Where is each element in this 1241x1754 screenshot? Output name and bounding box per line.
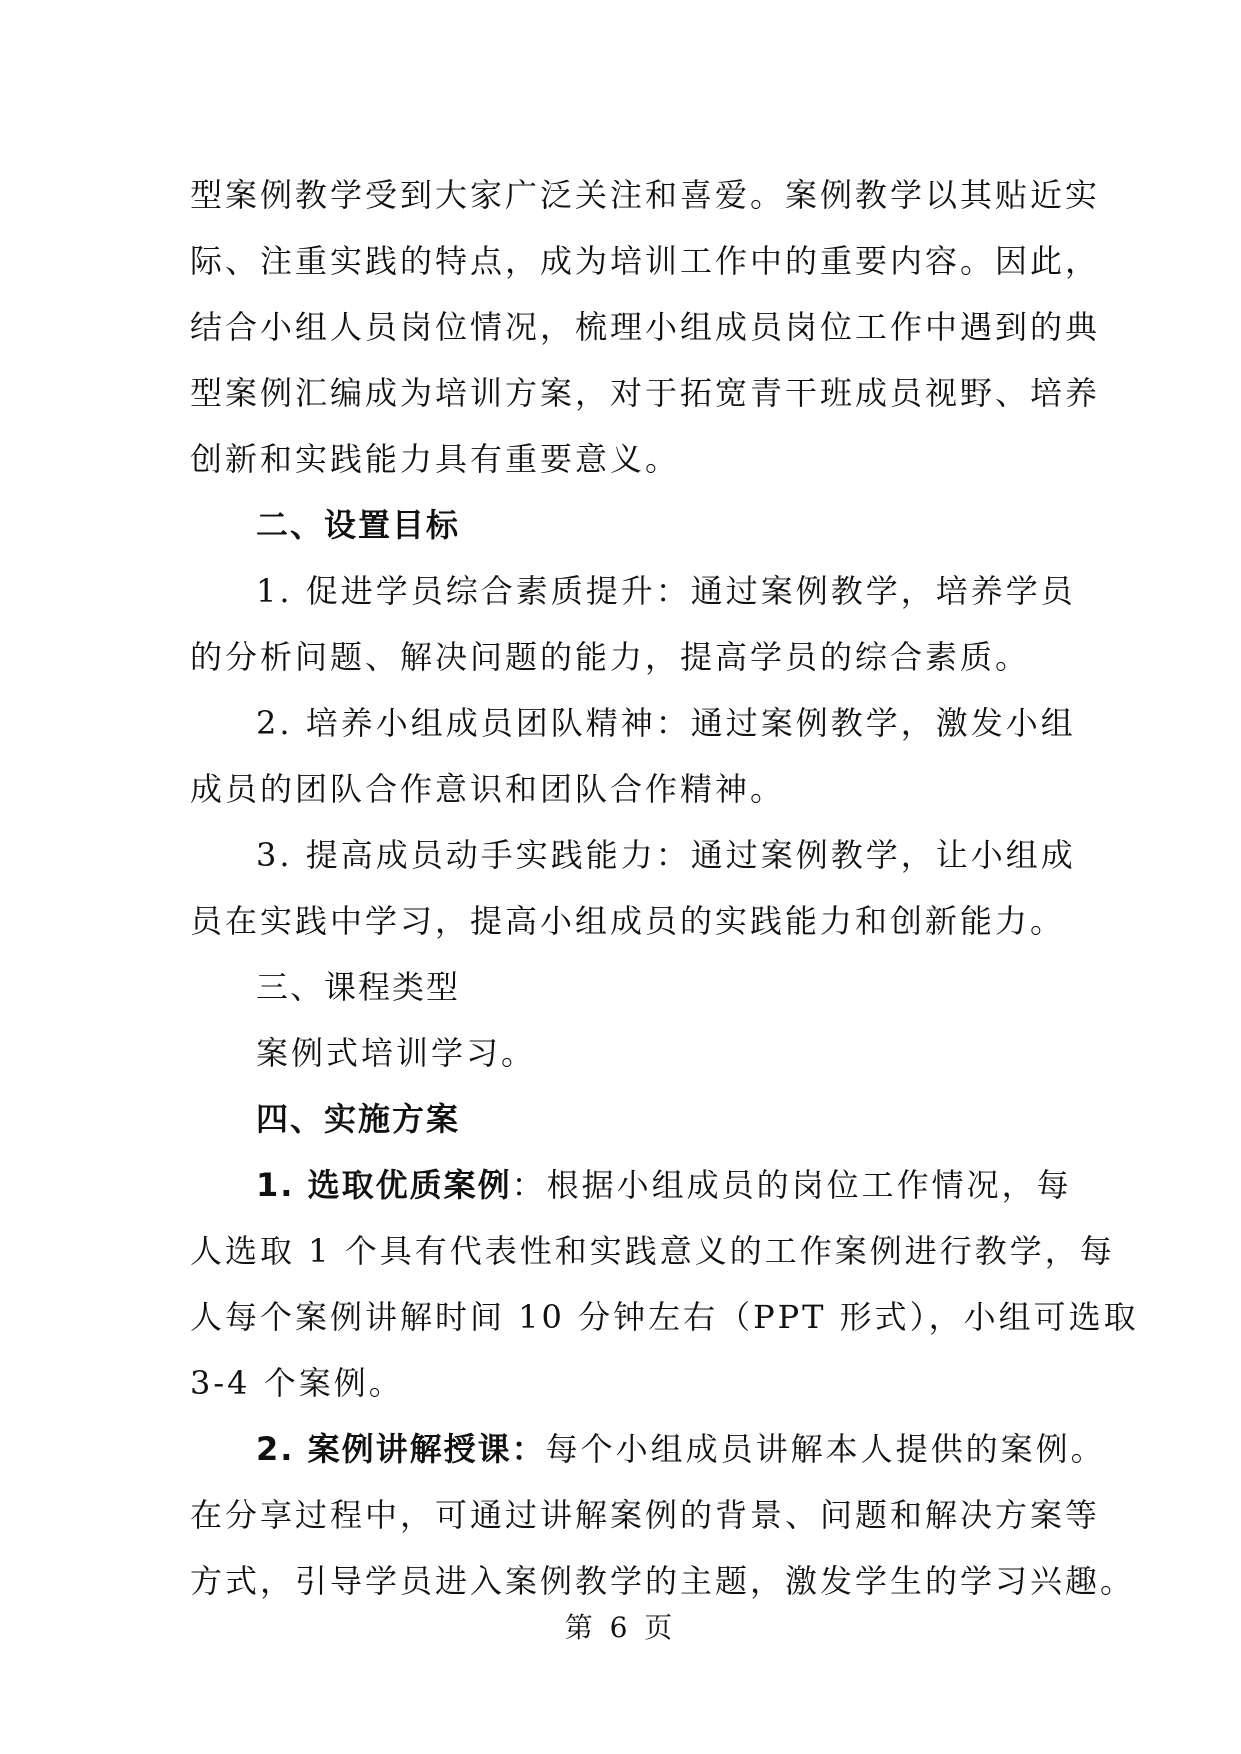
paragraph-line: 的分析问题、解决问题的能力，提高学员的综合素质。	[190, 638, 1031, 676]
paragraph-line	[190, 1152, 1072, 1218]
goal-item-3	[190, 822, 1076, 954]
paragraph-line: 在分享过程中，可通过讲解案例的背景、问题和解决方案等	[190, 1496, 1101, 1534]
plan-item-text: 每个小组成员讲解本人提供的案例。	[545, 1430, 1106, 1468]
paragraph-line: 2. 培养小组成员团队精神：通过案例教学，激发小组	[256, 704, 1076, 742]
paragraph-line: 1. 促进学员综合素质提升：通过案例教学，培养学员	[256, 572, 1076, 610]
plan-item-lead: 1. 选取优质案例	[256, 1166, 512, 1204]
plan-item-text: ：根据小组成员的岗位工作情况，每	[511, 1166, 1072, 1204]
section-heading-course-type: 三、课程类型	[256, 968, 461, 1006]
paragraph-line	[190, 1416, 1106, 1482]
goal-item-2	[190, 690, 1076, 822]
paragraph-line: 人选取 1 个具有代表性和实践意义的工作案例进行教学，每	[190, 1232, 1115, 1270]
paragraph-line: 型案例教学受到大家广泛关注和喜爱。案例教学以其贴近实	[190, 176, 1101, 214]
paragraph-line: 3. 提高成员动手实践能力：通过案例教学，让小组成	[256, 836, 1076, 874]
paragraph-line: 结合小组人员岗位情况，梳理小组成员岗位工作中遇到的典	[190, 308, 1101, 346]
course-type-body: 案例式培训学习。	[256, 1034, 537, 1072]
goal-item-1	[190, 558, 1076, 690]
paragraph-line: 成员的团队合作意识和团队合作精神。	[190, 770, 786, 808]
page-number: 第 6 页	[564, 1611, 677, 1644]
plan-item-2	[190, 1416, 1136, 1614]
paragraph-line: 3-4 个案例。	[190, 1364, 404, 1402]
paragraph-line: 方式，引导学员进入案例教学的主题，激发学生的学习兴趣。	[190, 1562, 1136, 1600]
document-body	[190, 162, 1139, 1614]
paragraph-line: 际、注重实践的特点，成为培训工作中的重要内容。因此，	[190, 242, 1101, 280]
paragraph-line: 人每个案例讲解时间 10 分钟左右（PPT 形式），小组可选取	[190, 1298, 1139, 1336]
paragraph-line: 创新和实践能力具有重要意义。	[190, 440, 681, 478]
section-heading-goals: 二、设置目标	[256, 506, 461, 544]
paragraph-line: 员在实践中学习，提高小组成员的实践能力和创新能力。	[190, 902, 1066, 940]
section-heading-plan: 四、实施方案	[256, 1100, 461, 1138]
intro-paragraph	[190, 162, 1101, 492]
paragraph-line: 型案例汇编成为培训方案，对于拓宽青干班成员视野、培养	[190, 374, 1101, 412]
plan-item-1	[190, 1152, 1139, 1416]
plan-item-lead: 2. 案例讲解授课：	[256, 1430, 546, 1468]
